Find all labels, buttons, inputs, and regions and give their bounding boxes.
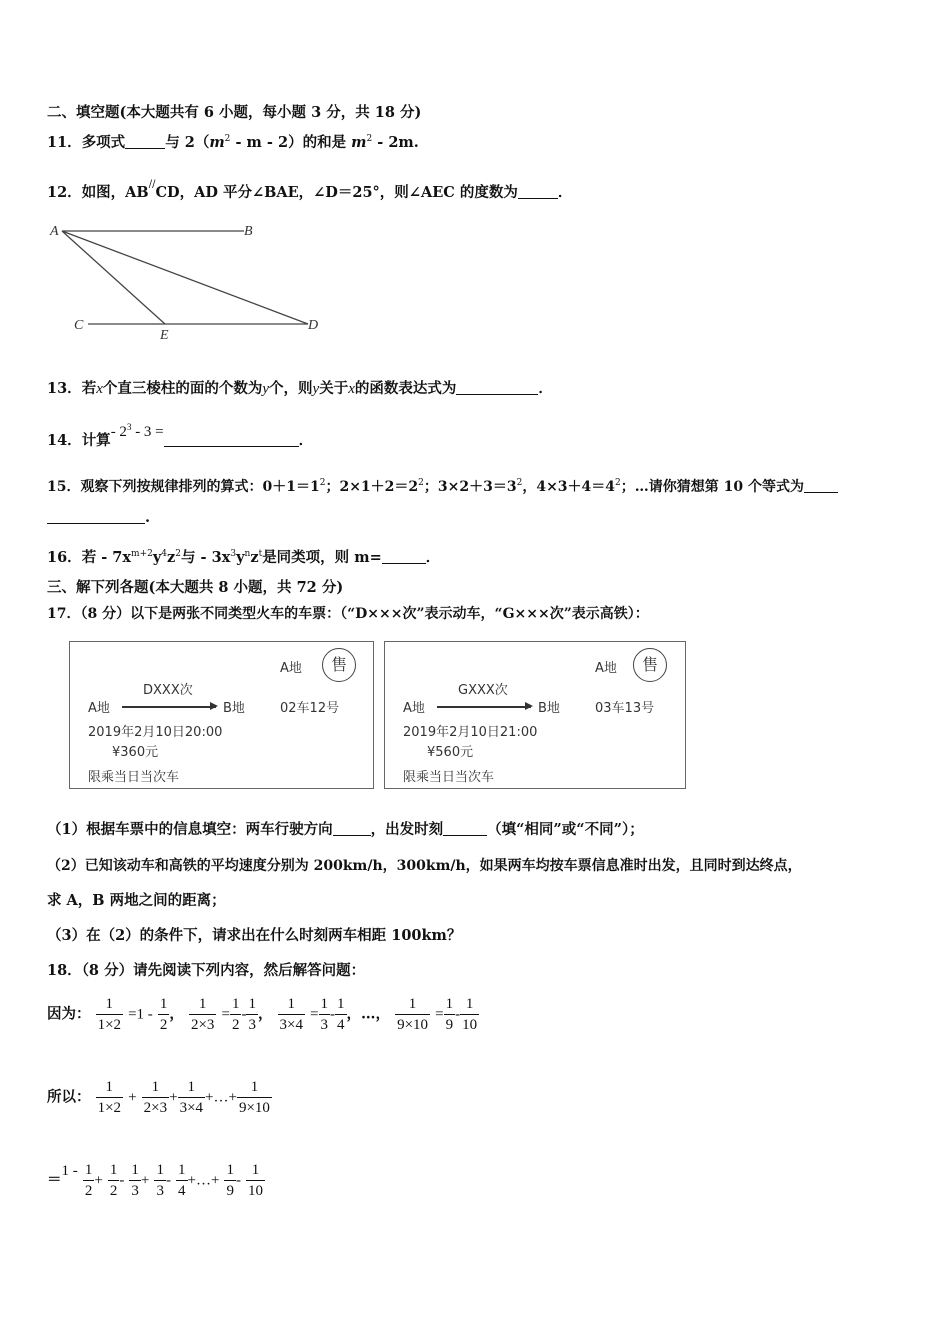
ticket-d-train: A地 售 DXXX次 A地 B地 02车12号 2019年2月10日20:00 ¥360元 限乘当日当次车	[69, 641, 374, 789]
label-d: D	[308, 318, 319, 333]
question-16: 16．若 - $7x^{m+2}y^4z^2$与 - $3x^3y^nz^t$是同类项，则 m= ．	[47, 549, 441, 566]
question-17-part2: （2）已知该动车和高铁的平均速度分别为 200km/h，300km/h，如果两车均按车票信息准时出发，且同时到达终点，	[47, 858, 802, 874]
question-17-part2b: 求 A，B 两地之间的距离；	[47, 892, 226, 909]
question-17-part1: （1）根据车票中的信息填空：两车行驶方向 ，出发时刻 （填“相同”或“不同”）；	[47, 821, 644, 838]
section-2-title: 二、填空题(本大题共有 6 小题，每小题 3 分，共 18 分)	[47, 104, 422, 121]
result-line: ＝1 - $\frac{1}{2}$ + $\frac{1}{2}$ - $\frac{1}{3}$ + $\frac{1}{3}$ - $\frac{1}{4}$ +…+ $\frac{1}{9}$ - $\frac{1}{10}$	[47, 1162, 264, 1199]
question-12: 12．如图，AB//CD，AD 平分∠BAE，∠D＝25°，则∠AEC 的度数为 ．	[47, 179, 573, 201]
question-11: 11．多项式 与 $2(m^2$ - m - 2）的和是 $m^2 - 2m$.	[47, 134, 419, 151]
arrow-icon	[122, 706, 216, 708]
label-b: B	[244, 224, 253, 239]
question-15: 15．观察下列按规律排列的算式：$0+1=1^2$；$2\times 1+2=2^2$；$3\times 2+3=3^2$，$4\times 3+4=4^2$；…请你猜想第 10 个等式为	[47, 473, 838, 497]
label-e: E	[160, 328, 169, 343]
question-15-line2: .	[47, 508, 150, 528]
question-13: 13．若x个直三棱柱的面的个数为y个，则y关于x的函数表达式为 ．	[47, 380, 553, 397]
so-line: 所以： $\frac{1}{1\times 2}$ + $\frac{1}{2\times 3}$ + $\frac{1}{3\times 4}$ +…+ $\frac{1}{9\times 10}$	[47, 1079, 270, 1116]
section-3-title: 三、解下列各题(本大题共 8 小题，共 72 分)	[47, 579, 344, 596]
arrow-icon	[437, 706, 531, 708]
question-17-part3: （3）在（2）的条件下，请求出在什么时刻两车相距 100km？	[47, 927, 462, 944]
sold-stamp-icon: 售	[633, 648, 667, 682]
question-18: 18．（8 分）请先阅读下列内容，然后解答问题：	[47, 962, 366, 979]
question-14: 14．计算- $2^3 - 3$ = ．	[47, 422, 314, 449]
ticket-g-train: A地 售 GXXX次 A地 B地 03车13号 2019年2月10日21:00 ¥560元 限乘当日当次车	[384, 641, 686, 789]
geometry-figure	[40, 215, 340, 345]
label-a: A	[50, 224, 59, 239]
because-line: 因为： $\frac{1}{1\times 2}$ =1 - $\frac{1}{2}$ ， $\frac{1}{2\times 3}$ = $\frac{1}{2}$ - $\frac{1}{3}$ ， $\frac{1}{3\times 4}$ = $\frac{1}{3}$ - $\frac{1}{4}$ ，…， $\frac{1}{9\times 10}$ = $\frac{1}{9}$ - $\frac{1}{10}$	[47, 996, 478, 1033]
label-c: C	[74, 318, 84, 333]
question-17: 17．（8 分）以下是两张不同类型火车的车票：（“D×××次”表示动车，“G×××次”表示高铁）：	[47, 606, 649, 622]
sold-stamp-icon: 售	[322, 648, 356, 682]
